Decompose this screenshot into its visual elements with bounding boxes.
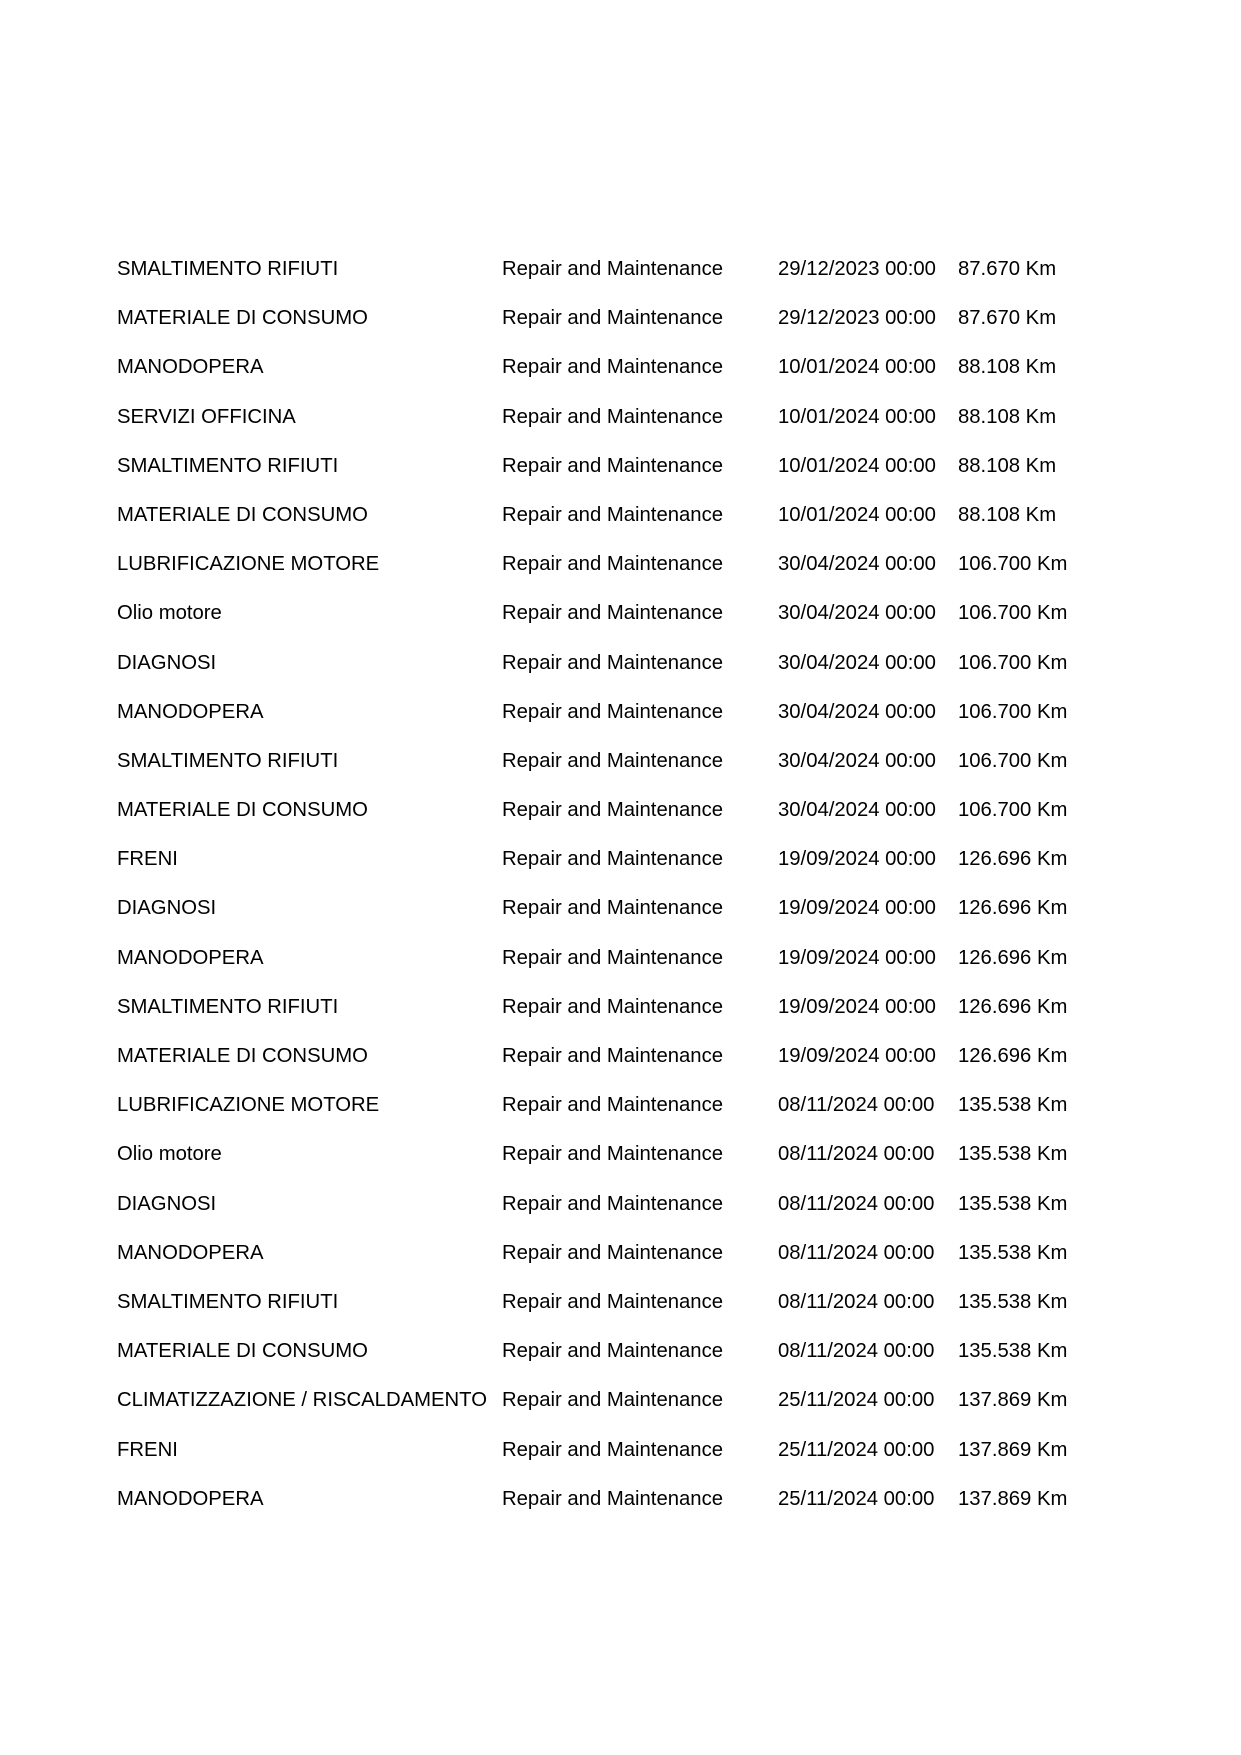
item-description: SMALTIMENTO RIFIUTI xyxy=(117,1290,339,1313)
item-category: Repair and Maintenance xyxy=(502,602,723,625)
list-item xyxy=(0,847,1241,896)
item-description: LUBRIFICAZIONE MOTORE xyxy=(117,553,380,576)
item-odometer: 137.869 Km xyxy=(958,1389,1068,1412)
item-description: MATERIALE DI CONSUMO xyxy=(117,307,368,330)
item-category: Repair and Maintenance xyxy=(502,1487,723,1510)
item-odometer: 137.869 Km xyxy=(958,1438,1068,1461)
list-item xyxy=(0,798,1241,847)
list-item xyxy=(0,700,1241,749)
item-odometer: 106.700 Km xyxy=(958,651,1068,674)
item-description: DIAGNOSI xyxy=(117,651,217,674)
item-datetime: 19/09/2024 00:00 xyxy=(778,1045,936,1067)
list-item xyxy=(0,946,1241,995)
item-category: Repair and Maintenance xyxy=(502,1143,723,1166)
list-item xyxy=(0,1044,1241,1093)
item-description: MATERIALE DI CONSUMO xyxy=(117,1340,368,1363)
item-odometer: 126.696 Km xyxy=(958,897,1068,920)
item-odometer: 106.700 Km xyxy=(958,553,1068,576)
list-item xyxy=(0,1290,1241,1339)
item-category: Repair and Maintenance xyxy=(502,799,723,822)
item-odometer: 135.538 Km xyxy=(958,1340,1068,1363)
item-datetime: 08/11/2024 00:00 xyxy=(778,1290,935,1313)
item-category: Repair and Maintenance xyxy=(502,995,723,1018)
item-odometer: 135.538 Km xyxy=(958,1094,1068,1117)
item-odometer: 135.538 Km xyxy=(958,1241,1068,1264)
item-datetime: 30/04/2024 00:00 xyxy=(778,553,936,576)
item-datetime: 29/12/2023 00:00 xyxy=(778,307,936,330)
item-category: Repair and Maintenance xyxy=(502,1340,723,1363)
item-description: SERVIZI OFFICINA xyxy=(117,405,296,428)
item-description: MATERIALE DI CONSUMO xyxy=(117,1045,368,1067)
item-datetime: 19/09/2024 00:00 xyxy=(778,848,936,871)
item-category: Repair and Maintenance xyxy=(502,946,723,969)
item-odometer: 126.696 Km xyxy=(958,848,1068,871)
list-item xyxy=(0,1438,1241,1487)
item-description: SMALTIMENTO RIFIUTI xyxy=(117,454,339,477)
item-odometer: 88.108 Km xyxy=(958,356,1057,379)
item-category: Repair and Maintenance xyxy=(502,897,723,920)
item-datetime: 29/12/2023 00:00 xyxy=(778,258,936,280)
item-odometer: 135.538 Km xyxy=(958,1143,1068,1166)
list-item xyxy=(0,749,1241,798)
list-item xyxy=(0,405,1241,454)
item-category: Repair and Maintenance xyxy=(502,848,723,871)
item-odometer: 126.696 Km xyxy=(958,1045,1068,1067)
item-datetime: 08/11/2024 00:00 xyxy=(778,1241,935,1264)
list-item xyxy=(0,1192,1241,1241)
list-item xyxy=(0,1487,1241,1536)
item-odometer: 106.700 Km xyxy=(958,799,1068,822)
item-datetime: 08/11/2024 00:00 xyxy=(778,1340,935,1363)
item-odometer: 126.696 Km xyxy=(958,995,1068,1018)
item-description: Olio motore xyxy=(117,1143,222,1166)
item-datetime: 19/09/2024 00:00 xyxy=(778,946,936,969)
item-odometer: 106.700 Km xyxy=(958,749,1068,772)
item-description: SMALTIMENTO RIFIUTI xyxy=(117,258,339,280)
item-datetime: 19/09/2024 00:00 xyxy=(778,897,936,920)
item-category: Repair and Maintenance xyxy=(502,1290,723,1313)
item-odometer: 87.670 Km xyxy=(958,258,1057,280)
list-item xyxy=(0,1388,1241,1437)
item-odometer: 88.108 Km xyxy=(958,405,1057,428)
item-description: FRENI xyxy=(117,1438,178,1461)
item-category: Repair and Maintenance xyxy=(502,1241,723,1264)
list-item xyxy=(0,896,1241,945)
list-item xyxy=(0,995,1241,1044)
item-odometer: 137.869 Km xyxy=(958,1487,1068,1510)
item-datetime: 30/04/2024 00:00 xyxy=(778,700,936,723)
item-category: Repair and Maintenance xyxy=(502,258,723,280)
list-item xyxy=(0,355,1241,404)
list-item xyxy=(0,306,1241,355)
item-description: DIAGNOSI xyxy=(117,1192,217,1215)
list-item xyxy=(0,1142,1241,1191)
item-description: MANODOPERA xyxy=(117,946,264,969)
list-item xyxy=(0,651,1241,700)
item-datetime: 30/04/2024 00:00 xyxy=(778,602,936,625)
item-category: Repair and Maintenance xyxy=(502,1094,723,1117)
item-odometer: 135.538 Km xyxy=(958,1192,1068,1215)
item-category: Repair and Maintenance xyxy=(502,553,723,576)
item-category: Repair and Maintenance xyxy=(502,356,723,379)
item-datetime: 10/01/2024 00:00 xyxy=(778,356,936,379)
item-description: MANODOPERA xyxy=(117,700,264,723)
item-datetime: 30/04/2024 00:00 xyxy=(778,799,936,822)
item-description: CLIMATIZZAZIONE / RISCALDAMENTO xyxy=(117,1389,487,1412)
item-category: Repair and Maintenance xyxy=(502,749,723,772)
maintenance-list xyxy=(0,257,1241,1536)
item-odometer: 88.108 Km xyxy=(958,454,1057,477)
item-category: Repair and Maintenance xyxy=(502,405,723,428)
item-description: MANODOPERA xyxy=(117,1241,264,1264)
item-datetime: 08/11/2024 00:00 xyxy=(778,1094,935,1117)
item-datetime: 10/01/2024 00:00 xyxy=(778,503,936,526)
list-item xyxy=(0,601,1241,650)
item-category: Repair and Maintenance xyxy=(502,700,723,723)
item-datetime: 25/11/2024 00:00 xyxy=(778,1389,935,1412)
item-odometer: 88.108 Km xyxy=(958,503,1057,526)
item-datetime: 30/04/2024 00:00 xyxy=(778,749,936,772)
list-item xyxy=(0,257,1241,306)
item-odometer: 126.696 Km xyxy=(958,946,1068,969)
item-description: MATERIALE DI CONSUMO xyxy=(117,503,368,526)
list-item xyxy=(0,1241,1241,1290)
item-category: Repair and Maintenance xyxy=(502,651,723,674)
item-category: Repair and Maintenance xyxy=(502,1389,723,1412)
item-category: Repair and Maintenance xyxy=(502,1438,723,1461)
list-item xyxy=(0,552,1241,601)
item-description: LUBRIFICAZIONE MOTORE xyxy=(117,1094,380,1117)
item-description: Olio motore xyxy=(117,602,222,625)
item-datetime: 25/11/2024 00:00 xyxy=(778,1487,935,1510)
item-odometer: 135.538 Km xyxy=(958,1290,1068,1313)
item-datetime: 10/01/2024 00:00 xyxy=(778,405,936,428)
item-description: MANODOPERA xyxy=(117,1487,264,1510)
item-datetime: 25/11/2024 00:00 xyxy=(778,1438,935,1461)
item-category: Repair and Maintenance xyxy=(502,1045,723,1067)
item-datetime: 10/01/2024 00:00 xyxy=(778,454,936,477)
list-item xyxy=(0,1339,1241,1388)
item-description: MATERIALE DI CONSUMO xyxy=(117,799,368,822)
item-description: FRENI xyxy=(117,848,178,871)
item-odometer: 106.700 Km xyxy=(958,700,1068,723)
item-description: DIAGNOSI xyxy=(117,897,217,920)
item-description: SMALTIMENTO RIFIUTI xyxy=(117,995,339,1018)
item-datetime: 19/09/2024 00:00 xyxy=(778,995,936,1018)
item-datetime: 08/11/2024 00:00 xyxy=(778,1192,935,1215)
item-category: Repair and Maintenance xyxy=(502,1192,723,1215)
item-datetime: 30/04/2024 00:00 xyxy=(778,651,936,674)
item-odometer: 106.700 Km xyxy=(958,602,1068,625)
list-item xyxy=(0,454,1241,503)
item-description: MANODOPERA xyxy=(117,356,264,379)
item-description: SMALTIMENTO RIFIUTI xyxy=(117,749,339,772)
list-item xyxy=(0,1093,1241,1142)
item-odometer: 87.670 Km xyxy=(958,307,1057,330)
list-item xyxy=(0,503,1241,552)
item-category: Repair and Maintenance xyxy=(502,503,723,526)
item-category: Repair and Maintenance xyxy=(502,454,723,477)
item-datetime: 08/11/2024 00:00 xyxy=(778,1143,935,1166)
item-category: Repair and Maintenance xyxy=(502,307,723,330)
